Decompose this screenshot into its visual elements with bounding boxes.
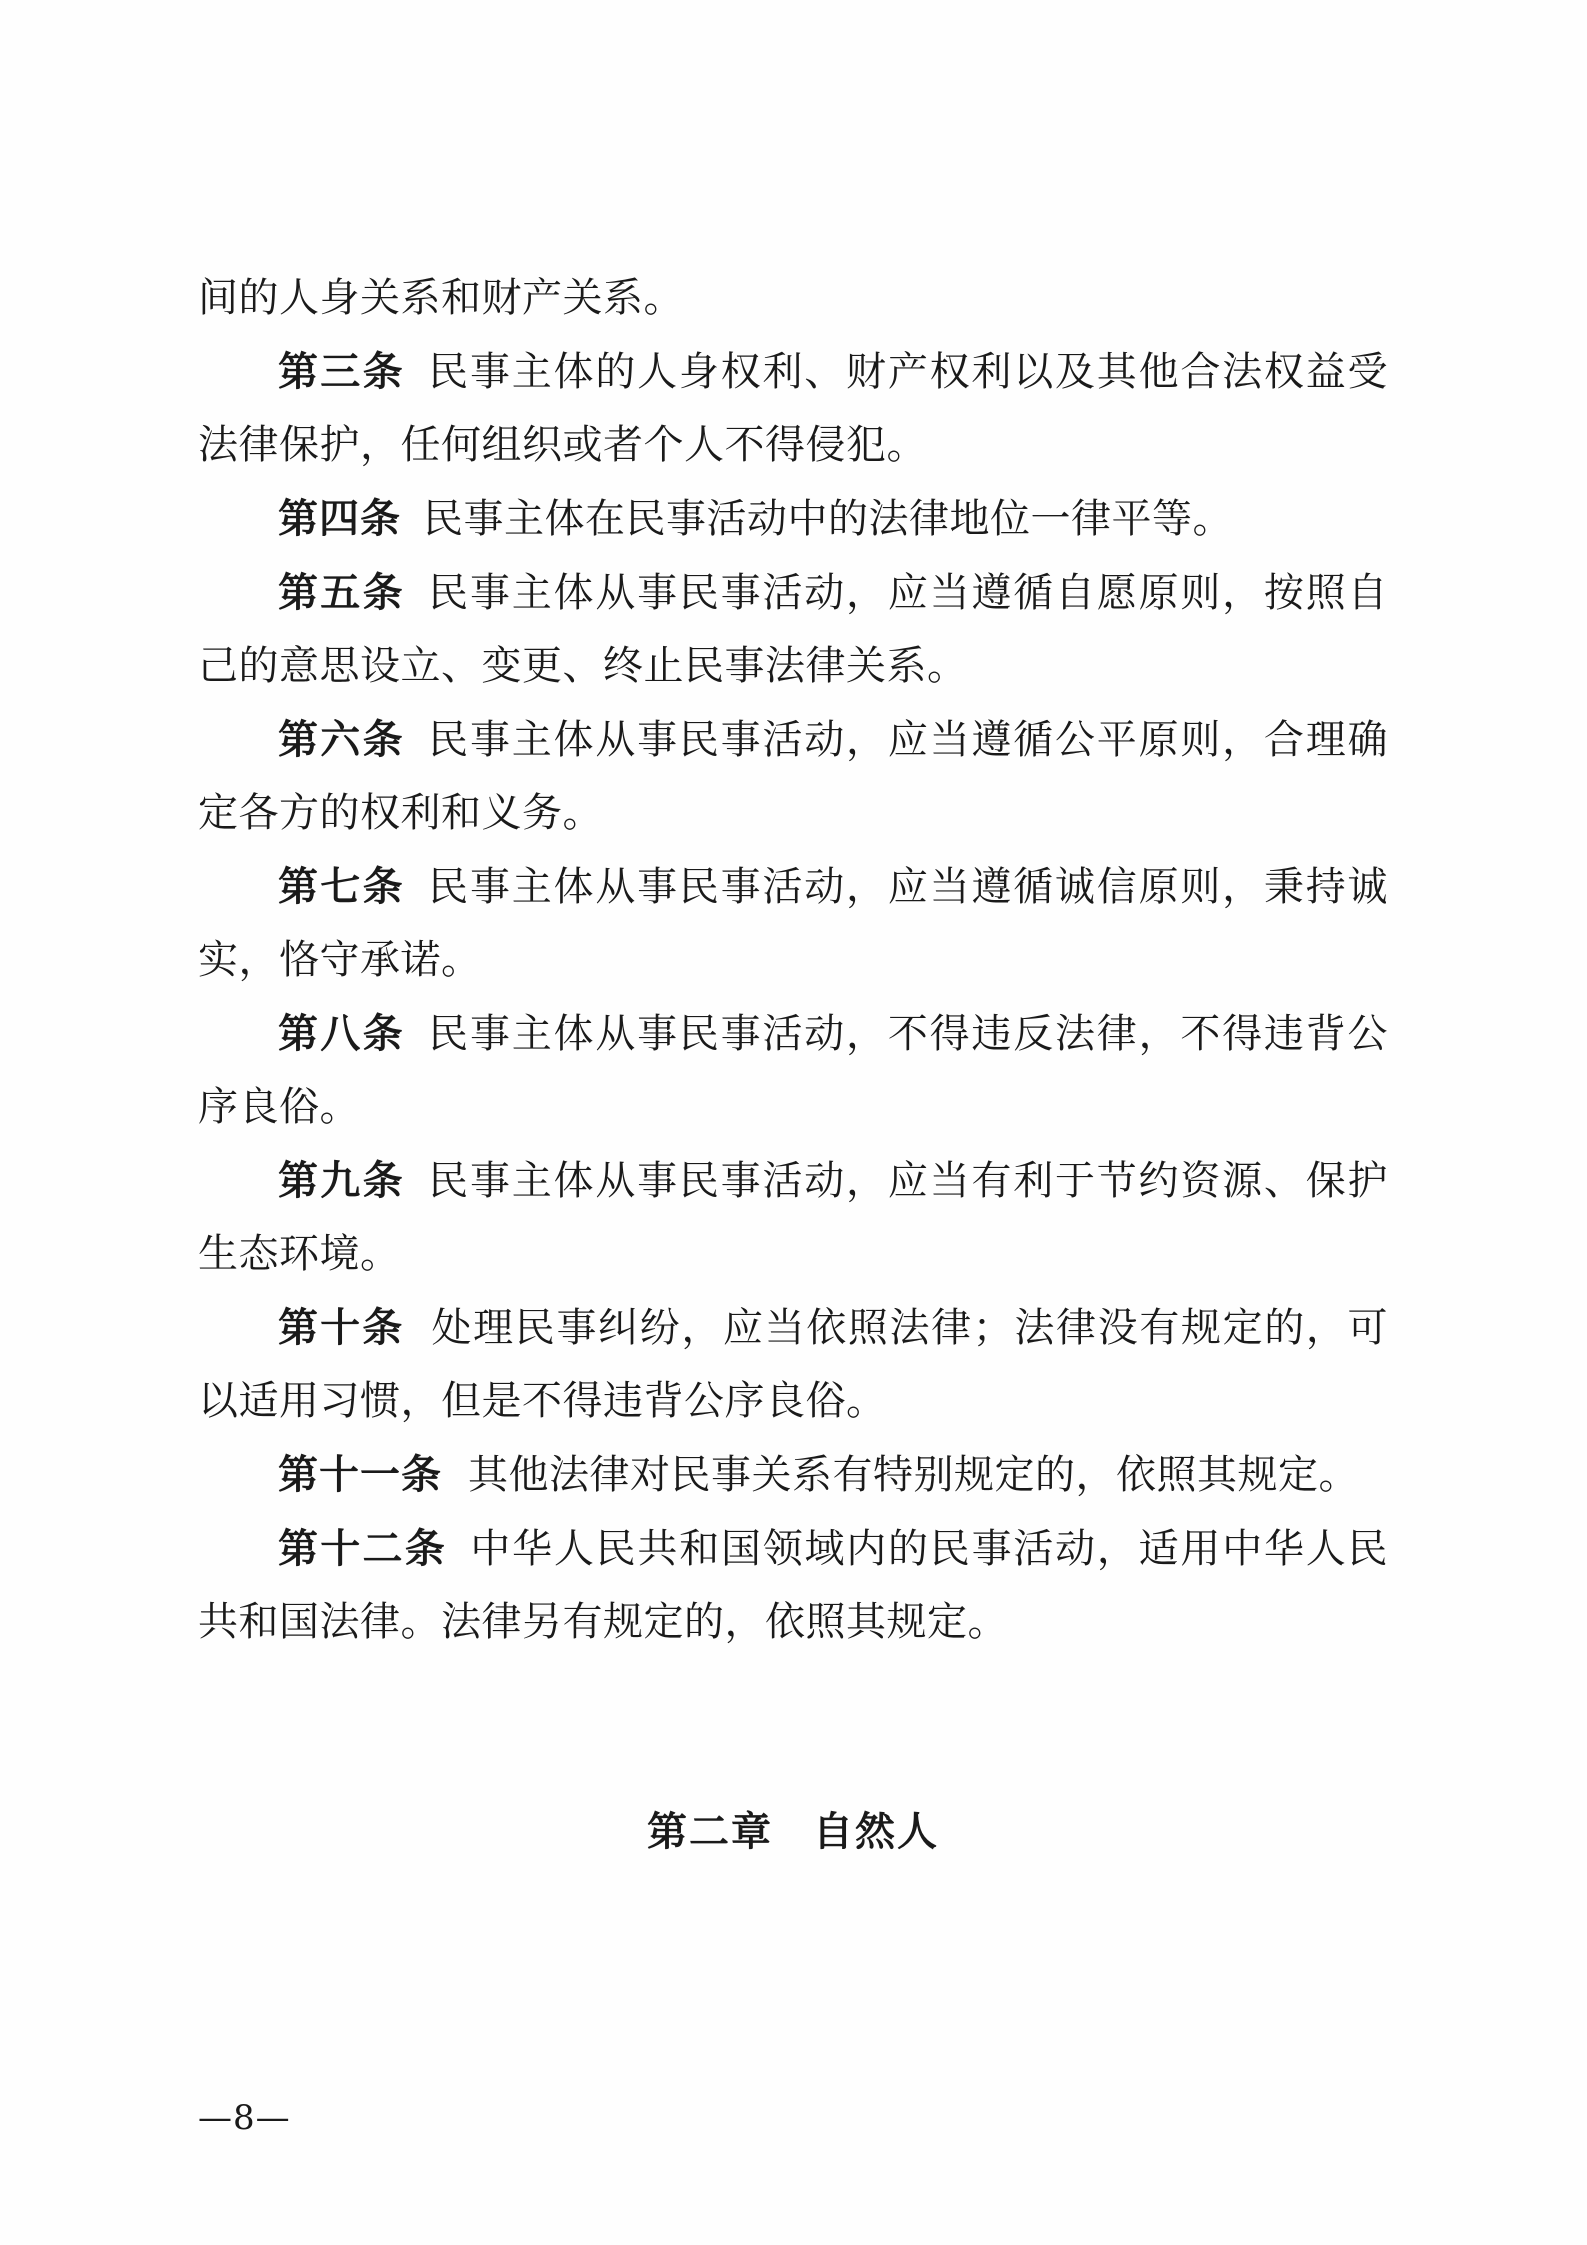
article-label: 第九条 xyxy=(278,1157,405,1204)
article-label: 第三条 xyxy=(278,348,405,395)
article-11 xyxy=(198,1438,1388,1512)
article-10 xyxy=(198,1291,1388,1438)
article-text: 中华人民共和国领域内的民事活动，适用中华人民共和国法律。法律另有规定的，依照其规定。 xyxy=(198,1526,1389,1645)
article-label: 第八条 xyxy=(278,1010,405,1057)
article-text: 民事主体从事民事活动，应当遵循公平原则，合理确定各方的权利和义务。 xyxy=(198,717,1389,836)
article-label: 第六条 xyxy=(278,716,405,763)
article-label: 第四条 xyxy=(278,495,401,542)
document-body xyxy=(198,262,1388,1659)
article-text: 其他法律对民事关系有特别规定的，依照其规定。 xyxy=(468,1452,1359,1498)
article-4 xyxy=(198,482,1388,556)
article-8 xyxy=(198,997,1388,1144)
article-9 xyxy=(198,1144,1388,1291)
chapter-heading xyxy=(198,1800,1388,1857)
article-label: 第五条 xyxy=(278,569,405,616)
page-number: —8— xyxy=(198,2098,291,2138)
article-text: 民事主体在民事活动中的法律地位一律平等。 xyxy=(423,496,1233,542)
paragraph-continuation xyxy=(198,262,1388,335)
article-text: 民事主体从事民事活动，应当有利于节约资源、保护生态环境。 xyxy=(198,1158,1389,1277)
article-label: 第十条 xyxy=(278,1304,405,1351)
article-3 xyxy=(198,335,1388,482)
article-text: 民事主体从事民事活动，应当遵循自愿原则，按照自己的意思设立、变更、终止民事法律关系。 xyxy=(198,570,1389,689)
article-text: 民事主体从事民事活动，不得违反法律，不得违背公序良俗。 xyxy=(198,1011,1389,1130)
article-7 xyxy=(198,850,1388,997)
article-label: 第十一条 xyxy=(278,1451,442,1498)
article-text: 民事主体从事民事活动，应当遵循诚信原则，秉持诚实，恪守承诺。 xyxy=(198,864,1389,983)
article-6 xyxy=(198,703,1388,850)
chapter-title: 自然人 xyxy=(813,1808,939,1855)
article-label: 第七条 xyxy=(278,863,405,910)
article-12 xyxy=(198,1512,1388,1659)
article-text: 民事主体的人身权利、财产权利以及其他合法权益受法律保护，任何组织或者个人不得侵犯。 xyxy=(198,349,1389,468)
article-label: 第十二条 xyxy=(278,1525,448,1572)
article-5 xyxy=(198,556,1388,703)
chapter-number: 第二章 xyxy=(647,1808,773,1855)
paragraph-text: 间的人身关系和财产关系。 xyxy=(198,275,684,321)
article-text: 处理民事纠纷，应当依照法律；法律没有规定的，可以适用习惯，但是不得违背公序良俗。 xyxy=(198,1305,1389,1424)
